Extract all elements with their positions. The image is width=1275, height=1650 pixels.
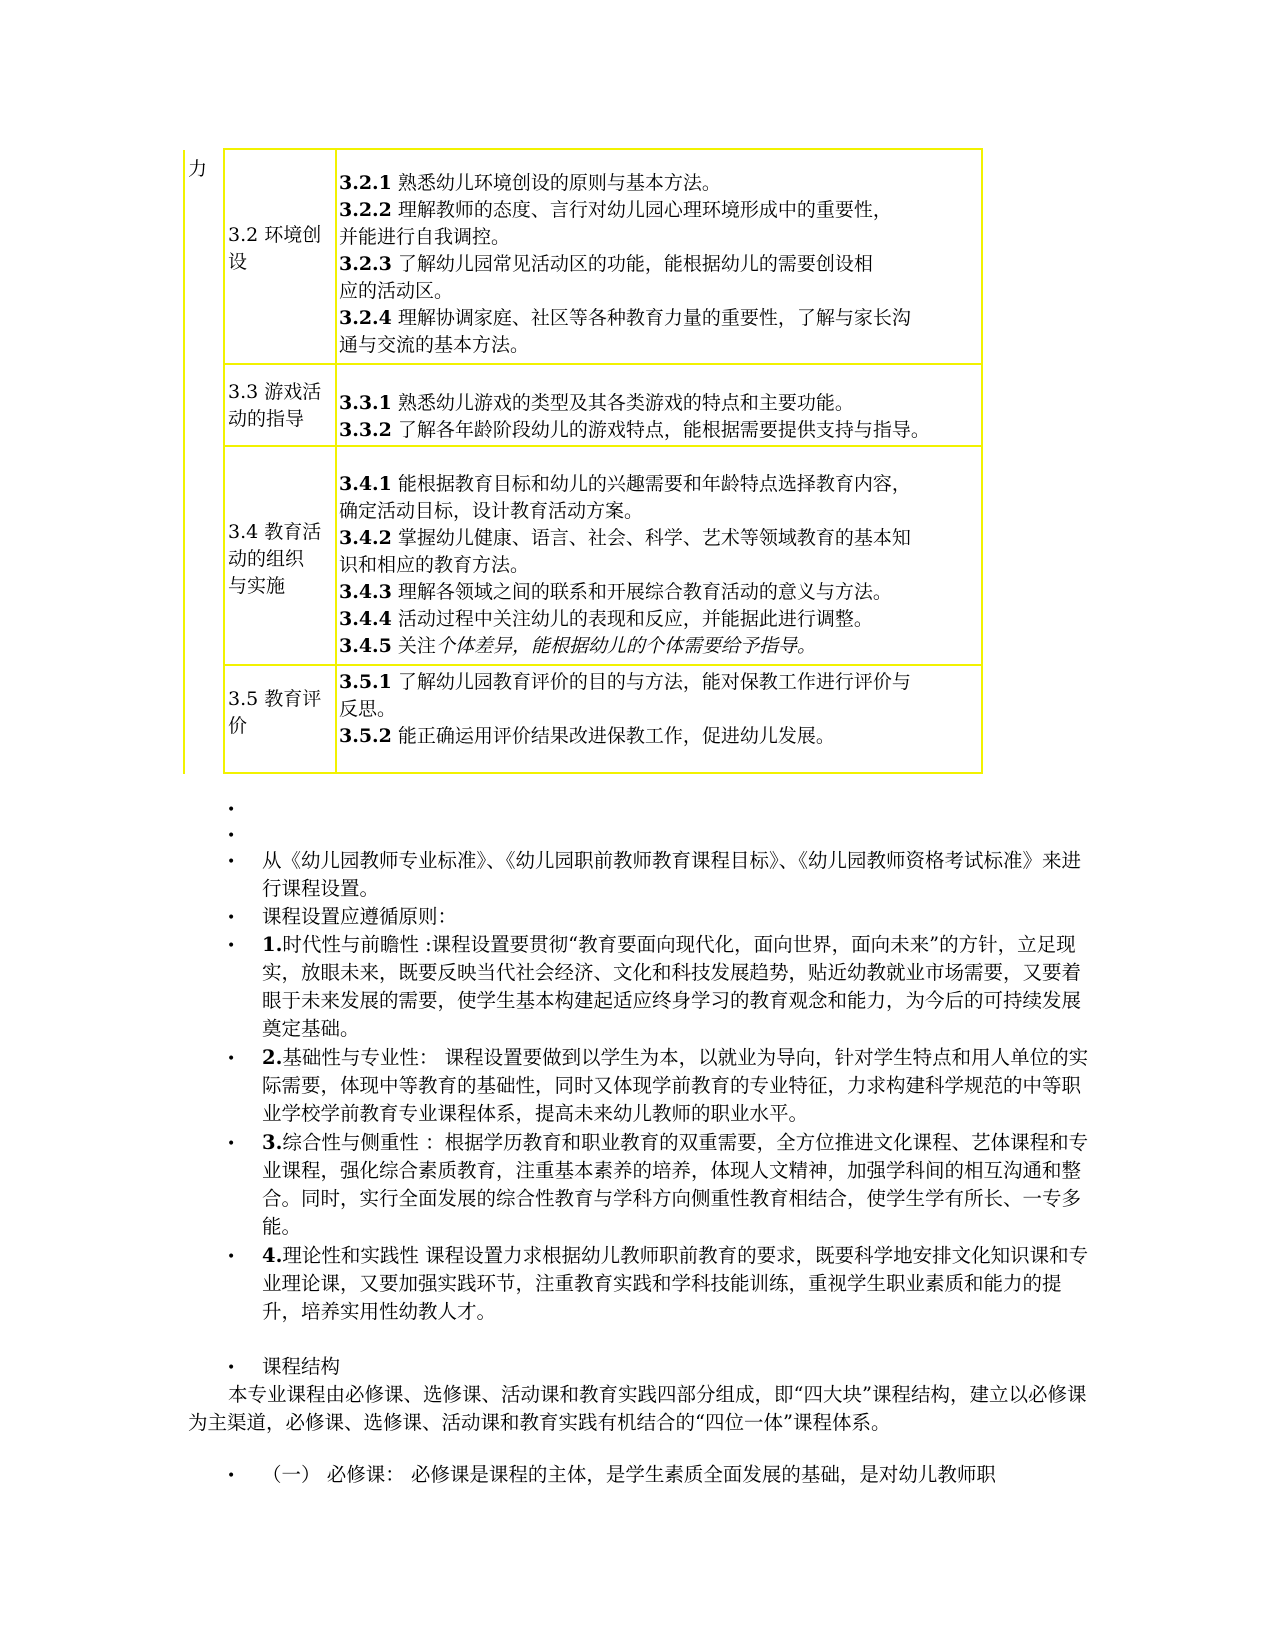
row-content-cell xyxy=(337,447,981,664)
content-line: 3.3.1 熟悉幼儿游戏的类型及其各类游戏的特点和主要功能。 xyxy=(339,392,854,414)
content-line: 3.4.1 能根据教育目标和幼儿的兴趣需要和年龄特点选择教育内容， xyxy=(339,473,911,495)
content-line: 3.5.1 了解幼儿园教育评价的目的与方法，能对保教工作进行评价与 xyxy=(339,671,911,693)
bullet: • xyxy=(227,1136,236,1152)
content-line: 3.2.1 熟悉幼儿环境创设的原则与基本方法。 xyxy=(339,172,721,194)
bullet: • xyxy=(227,828,236,844)
content-line: 识和相应的教育方法。 xyxy=(339,554,530,576)
row-label-cell xyxy=(225,365,337,445)
content-line: 3.4.4 活动过程中关注幼儿的表现和反应，并能据此进行调整。 xyxy=(339,608,873,630)
content-line: 3.2.2 理解教师的态度、言行对幼儿园心理环境形成中的重要性， xyxy=(339,199,892,221)
table-row-3-4 xyxy=(223,445,983,666)
list-item-required: （一） 必修课： 必修课是课程的主体，是学生素质全面发展的基础，是对幼儿教师职 xyxy=(262,1463,996,1486)
content-line: 3.3.2 了解各年龄阶段幼儿的游戏特点，能根据需要提供支持与指导。 xyxy=(339,419,930,441)
row-label-line: 动的组织 xyxy=(228,548,305,570)
row-label-cell xyxy=(225,666,337,772)
row-content-cell xyxy=(337,365,981,445)
content-line: 3.5.2 能正确运用评价结果改进保教工作，促进幼儿发展。 xyxy=(339,725,835,747)
row-label-line: 设 xyxy=(228,251,248,273)
list-item-principle-4: 4.理论性和实践性 课程设置力求根据幼儿教师职前教育的要求，既要科学地安排文化知识课和专业理论课，又要加强实践环节，注重教育实践和学科技能训练，重视学生职业素质和能力的提升，培养实用性幼教人才。 xyxy=(262,1244,1089,1323)
row-content-cell xyxy=(337,666,981,772)
bullet: • xyxy=(227,910,236,926)
content-line: 3.4.3 理解各领域之间的联系和开展综合教育活动的意义与方法。 xyxy=(339,581,892,603)
row-label-cell xyxy=(225,150,337,363)
content-line: 通与交流的基本方法。 xyxy=(339,334,530,356)
bullet: • xyxy=(227,1051,236,1067)
bullet: • xyxy=(227,854,236,870)
list-item-standards: 从《幼儿园教师专业标准》、《幼儿园职前教师教育课程目标》、《幼儿园教师资格考试标准》来进行课程设置。 xyxy=(262,849,1082,900)
list-item-principles: 课程设置应遵循原则： xyxy=(262,905,458,928)
bullet: • xyxy=(227,802,236,818)
bullet: • xyxy=(227,1249,236,1265)
structure-paragraph: 本专业课程由必修课、选修课、活动课和教育实践四部分组成，即“四大块”课程结构，建立以必修课为主渠道，必修课、选修课、活动课和教育实践有机结合的“四位一体”课程体系。 xyxy=(188,1383,1087,1434)
bullet: • xyxy=(227,1360,236,1376)
row-label-cell xyxy=(225,447,337,664)
row-label-line: 3.2 环境创 xyxy=(228,224,322,246)
row-label-line: 3.4 教育活 xyxy=(228,521,322,543)
content-line: 反思。 xyxy=(339,698,397,720)
row-label-line: 与实施 xyxy=(228,575,286,597)
list-item-structure: 课程结构 xyxy=(262,1355,341,1378)
table-row-3-5 xyxy=(223,664,983,774)
first-column-text: 力 xyxy=(188,158,208,180)
row-label-line: 3.5 教育评 xyxy=(228,688,322,710)
content-line: 并能进行自我调控。 xyxy=(339,226,511,248)
bullet: • xyxy=(227,1468,236,1484)
content-line: 3.2.4 理解协调家庭、社区等各种教育力量的重要性，了解与家长沟 xyxy=(339,307,911,329)
list-item-principle-3: 3.综合性与侧重性 ：根据学历教育和职业教育的双重需要，全方位推进文化课程、艺体课程和专业课程，强化综合素质教育，注重基本素养的培养，体现人文精神，加强学科间的相互沟通和整合。同时，实行全面发展的综合性教育与学科方向侧重性教育相结合，使学生学有所长、一专多能。 xyxy=(262,1131,1089,1238)
row-label-line: 3.3 游戏活 xyxy=(228,381,322,403)
list-item-principle-1: 1.时代性与前瞻性 :课程设置要贯彻“教育要面向现代化，面向世界，面向未来”的方针，立足现实，放眼未来，既要反映当代社会经济、文化和科技发展趋势，贴近幼教就业市场需要，又要着眼于未来发展的需要，使学生基本构建起适应终身学习的教育观念和能力，为今后的可持续发展奠定基础。 xyxy=(262,933,1082,1040)
content-line: 确定活动目标，设计教育活动方案。 xyxy=(339,500,644,522)
row-label-line: 动的指导 xyxy=(228,408,305,430)
row-content-cell xyxy=(337,150,981,363)
table-row-3-2 xyxy=(223,148,983,365)
content-line: 3.2.3 了解幼儿园常见活动区的功能，能根据幼儿的需要创设相 xyxy=(339,253,873,275)
content-line: 3.4.2 掌握幼儿健康、语言、社会、科学、艺术等领域教育的基本知 xyxy=(339,527,911,549)
table-row-3-3 xyxy=(223,363,983,447)
content-line: 3.4.5 关注个体差异，能根据幼儿的个体需要给予指导。 xyxy=(339,635,816,657)
table-first-column xyxy=(183,150,225,774)
row-label-line: 价 xyxy=(228,715,248,737)
content-line: 应的活动区。 xyxy=(339,280,454,302)
bullet: • xyxy=(227,938,236,954)
list-item-principle-2: 2.基础性与专业性： 课程设置要做到以学生为本，以就业为导向，针对学生特点和用人单位的实际需要，体现中等教育的基础性，同时又体现学前教育的专业特征，力求构建科学规范的中等职业学校学前教育专业课程体系，提高未来幼儿教师的职业水平。 xyxy=(262,1046,1089,1125)
